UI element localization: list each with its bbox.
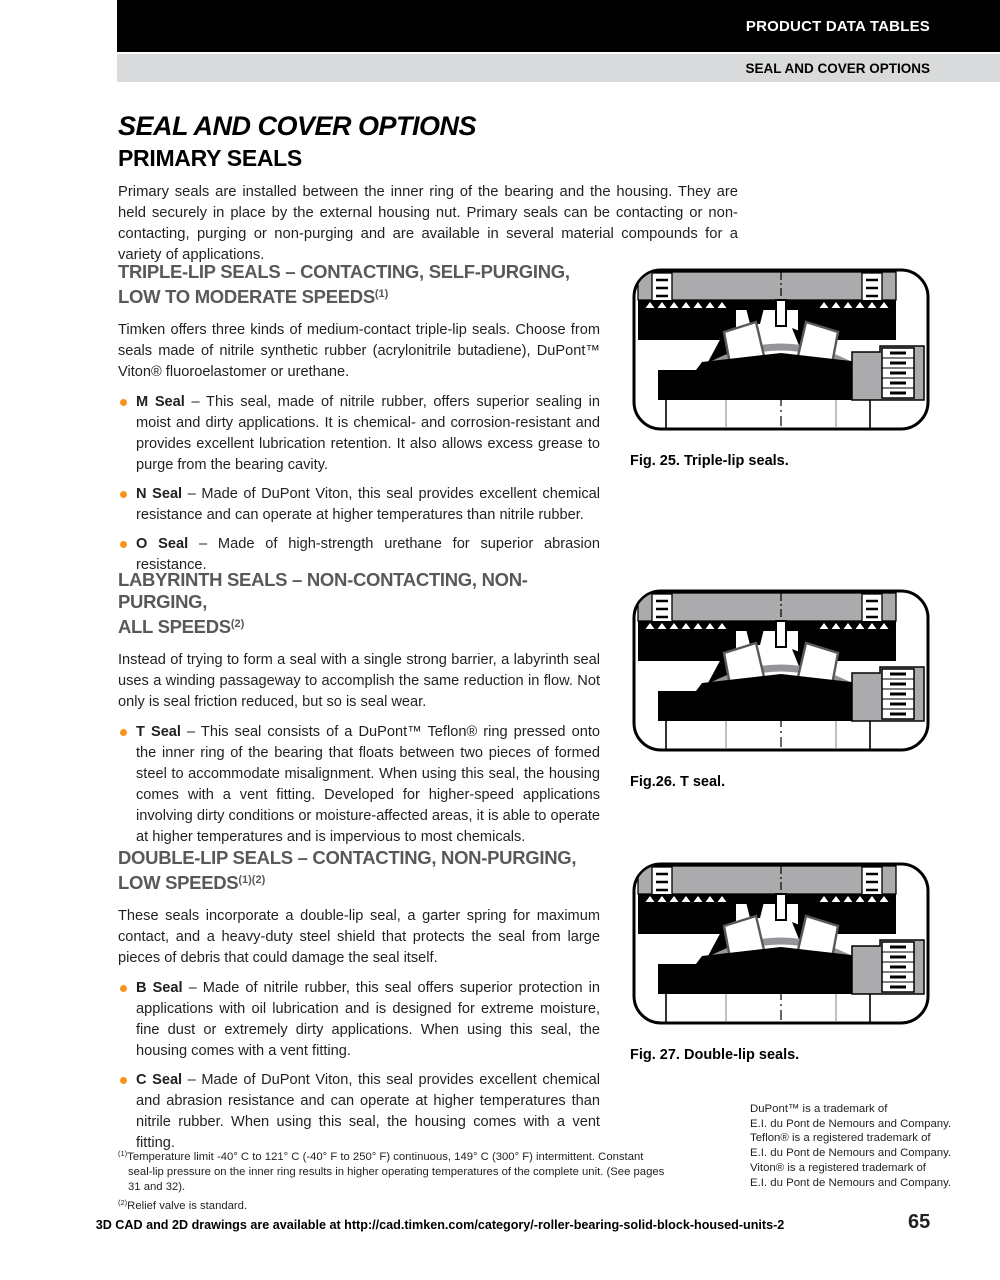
seal-bullet-list <box>118 978 600 1154</box>
list-item <box>118 722 600 848</box>
section-body: These seals incorporate a double-lip seal, a garter spring for maximum contact, and a heavy-duty steel shield that protects the seal from large pieces of debris that could damage the seal itself. <box>118 908 600 966</box>
footnote-ref: (1) <box>374 288 389 300</box>
section-double-lip-seals <box>118 847 600 1154</box>
trademark-line: E.I. du Pont de Nemours and Company. <box>750 1176 952 1189</box>
bearing-cross-section-drawing <box>630 266 932 446</box>
seal-description: – Made of DuPont Viton, this seal provides excellent chemical resistance and can operate at higher temperatures than nitrile rubber. <box>136 486 600 523</box>
subheader-bar <box>117 54 1000 82</box>
list-item <box>118 1070 600 1154</box>
bullet-icon <box>120 729 127 736</box>
figure-caption: Fig.26. T seal. <box>630 774 726 790</box>
seal-bullet-list <box>118 722 600 848</box>
footnote-ref: (2) <box>230 618 245 630</box>
section-heading: LABYRINTH SEALS – NON-CONTACTING, NON-PURGING, ALL SPEEDS$^{(2)}$ <box>118 569 528 637</box>
section-labyrinth-seals <box>118 569 600 848</box>
list-item <box>118 392 600 476</box>
intro-paragraph: Primary seals are installed between the inner ring of the bearing and the housing. They are held securely in place by the external housing nut. Primary seals can be contacting or non-contacting, purging or non-purging and are available in several material compounds for a variety of applications. <box>118 184 738 263</box>
trademark-line: DuPont™ is a trademark of <box>750 1103 888 1115</box>
seal-term: O Seal <box>136 536 189 552</box>
footnotes <box>118 1146 666 1214</box>
page-subtitle: PRIMARY SEALS <box>118 145 302 171</box>
trademark-line: Viton® is a registered trademark of <box>750 1161 926 1174</box>
figure-triple-lip-seals <box>630 266 932 469</box>
section-triple-lip-seals <box>118 261 600 576</box>
list-item <box>118 484 600 526</box>
trademark-notices <box>750 1102 985 1190</box>
bullet-icon <box>120 541 127 548</box>
header-title: PRODUCT DATA TABLES <box>745 17 930 35</box>
seal-description: – Made of nitrile rubber, this seal offers superior protection in applications with oil lubrication and is designed for extreme moisture, fine dust or extremely dirty applications. When using this seal, the housing comes with a vent fitting. <box>136 980 601 1059</box>
section-heading: DOUBLE-LIP SEALS – CONTACTING, NON-PURGING, LOW $SPEEDS^{(1)(2)}$ <box>118 847 577 893</box>
seal-term: T Seal <box>136 724 181 740</box>
bullet-icon <box>120 491 127 498</box>
figure-double-lip-seals <box>630 860 932 1063</box>
seal-term: B Seal <box>136 980 183 996</box>
footnote: $^{(2)}$Relief valve is standard. <box>118 1198 248 1212</box>
page-number: 65 <box>908 1211 931 1233</box>
header-bar <box>117 0 1000 52</box>
bearing-cross-section-drawing <box>630 860 932 1040</box>
seal-term: N Seal <box>136 486 183 502</box>
bullet-icon <box>120 1077 127 1084</box>
section-heading: TRIPLE-LIP SEALS – CONTACTING, SELF-PURGING, LOW TO MODERATE SPEEDS$^{(1)}$ <box>118 261 570 307</box>
figure-caption: Fig. 27. Double-lip seals. <box>630 1047 800 1063</box>
seal-term: C Seal <box>136 1072 183 1088</box>
trademark-line: E.I. du Pont de Nemours and Company. <box>750 1117 952 1130</box>
seal-description: – This seal consists of a DuPont™ Teflon® ring pressed onto the inner ring of the bearing that floats between two pieces of formed steel to accommodate misalignment. When using this seal, the housing comes with a vent fitting. Developed for higher-speed applications involving dirty conditions or moisture-affected areas, it is able to operate at higher temperatures and is impervious to most chemicals. <box>136 724 600 845</box>
section-body: Timken offers three kinds of medium-contact triple-lip seals. Choose from seals made of nitrile synthetic rubber (acrylonitrile butadiene), DuPont™ Viton® fluoroelastomer or urethane. <box>118 322 600 380</box>
seal-description: – Made of high-strength urethane for superior abrasion resistance. <box>136 536 600 573</box>
figure-t-seal <box>630 587 932 790</box>
trademark-line: E.I. du Pont de Nemours and Company. <box>750 1147 952 1160</box>
list-item <box>118 978 600 1062</box>
footnote: $^{(1)}$Temperature limit -40° C to 121° C (-40° F to 250° F) continuous, 149° C (300° F) intermittent. Constant seal-lip pressure on the inner ring results in higher operating temperatures of the complete unit. (See pages 31 and 32). <box>118 1149 665 1193</box>
subheader-title: SEAL AND COVER OPTIONS <box>745 60 930 76</box>
seal-description: – Made of DuPont Viton, this seal provides excellent chemical and abrasion resistance and can operate at higher temperatures than nitrile rubber. When using this seal, the housing comes with a vent fitting. <box>136 1072 600 1151</box>
trademark-line: Teflon® is a registered trademark of <box>750 1132 931 1145</box>
seal-description: – This seal, made of nitrile rubber, offers superior sealing in moist and dirty applications. It is chemical- and corrosion-resistant and provides excellent lubrication retention. It also allows excess grease to purge from the bearing cavity. <box>136 394 601 473</box>
footer-cad-note: 3D CAD and 2D drawings are available at http://cad.timken.com/category/-roller-bearing-solid-block-housed-units-2 <box>95 1218 785 1232</box>
footnote-ref: (1)(2) <box>238 874 266 886</box>
bearing-cross-section-drawing <box>630 587 932 767</box>
page-title: SEAL AND COVER OPTIONS <box>118 111 477 141</box>
bullet-icon <box>120 399 127 406</box>
seal-term: M Seal <box>136 394 185 410</box>
seal-bullet-list <box>118 392 600 576</box>
bullet-icon <box>120 985 127 992</box>
section-body: Instead of trying to form a seal with a single strong barrier, a labyrinth seal uses a winding passageway to accomplish the same reduction in flow. Not only is seal friction reduced, but so is seal wear. <box>118 652 600 710</box>
figure-caption: Fig. 25. Triple-lip seals. <box>630 453 789 469</box>
